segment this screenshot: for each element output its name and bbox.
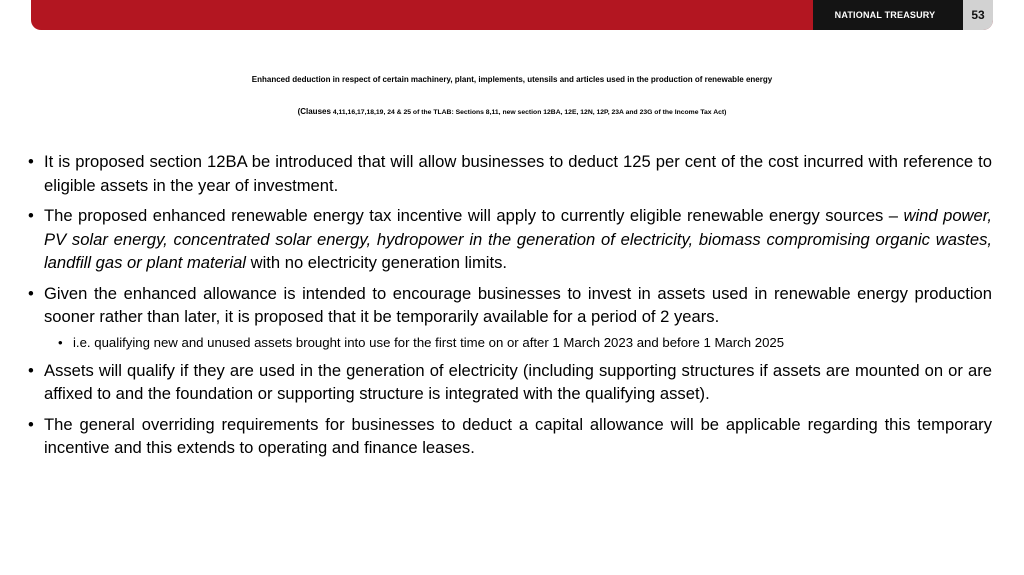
page-number: 53 bbox=[963, 0, 993, 30]
clauses-rest: 4,11,16,17,18,19, 24 & 25 of the TLAB: Sections 8,11, new section 12BA, 12E, 12N, 12P, 23A and 23G of the Income Tax Act) bbox=[332, 109, 727, 116]
bullet-list bbox=[28, 150, 992, 467]
bullet-text-italic: wind power, PV solar energy, concentrated solar energy, hydropower in the generation of electricity, biomass compromising organic wastes, landfill gas or plant material bbox=[44, 206, 992, 272]
bullet-item bbox=[28, 150, 992, 197]
bullet-item bbox=[28, 204, 992, 275]
bullet-text: The proposed enhanced renewable energy tax incentive will apply to currently eligible renewable energy sources – bbox=[44, 206, 904, 225]
bullet-text: It is proposed section 12BA be introduced that will allow businesses to deduct 125 per cent of the cost incurred with reference to eligible assets in the year of investment. bbox=[44, 152, 992, 195]
clauses-subtitle bbox=[0, 104, 1024, 121]
bullet-text: Given the enhanced allowance is intended to encourage businesses to invest in assets used in renewable energy production sooner rather than later, it is proposed that it be temporarily available for a period of 2 years. bbox=[44, 283, 992, 326]
bullet-icon: • bbox=[28, 414, 34, 434]
bullet-text: Assets will qualify if they are used in the generation of electricity (including supporting structures if assets are mounted on or are affixed to and the foundation or supporting structure is integrated with the qualifying asset). bbox=[44, 360, 992, 403]
bullet-icon: • bbox=[28, 152, 34, 171]
bullet-icon: • bbox=[58, 334, 63, 350]
bullet-icon: • bbox=[28, 283, 34, 303]
bullet-text: The general overriding requirements for businesses to deduct a capital allowance will be applicable regarding this temporary incentive and this extends to operating and finance leases. bbox=[44, 414, 992, 457]
bullet-icon: • bbox=[28, 206, 34, 225]
bullet-item bbox=[28, 282, 992, 329]
organization-label: NATIONAL TREASURY bbox=[813, 0, 963, 30]
bullet-icon: • bbox=[28, 360, 34, 380]
slide-title: Enhanced deduction in respect of certain machinery, plant, implements, utensils and articles used in the production of renewable energy bbox=[251, 75, 773, 84]
bullet-item bbox=[28, 413, 992, 460]
bullet-item bbox=[28, 359, 992, 406]
bullet-text-end: with no electricity generation limits. bbox=[246, 253, 507, 272]
sub-bullet-item bbox=[28, 333, 992, 353]
clauses-lead: (Clauses bbox=[297, 107, 331, 116]
sub-bullet-text: i.e. qualifying new and unused assets brought into use for the first time on or after 1 March 2023 and before 1 March 2025 bbox=[73, 334, 785, 350]
